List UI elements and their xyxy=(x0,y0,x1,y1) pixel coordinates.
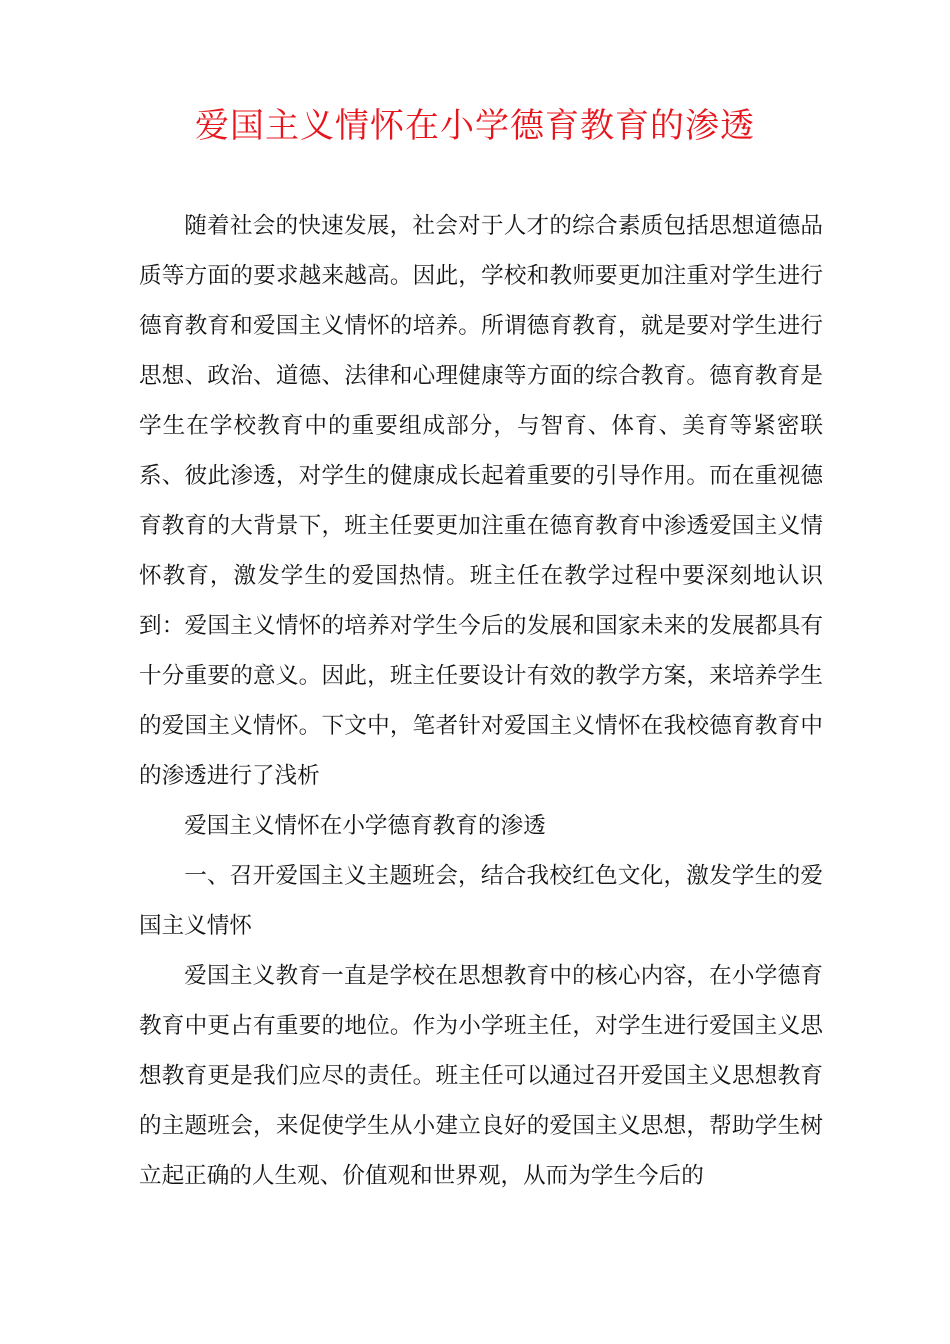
paragraph-subtitle: 爱国主义情怀在小学德育教育的渗透 xyxy=(184,813,546,839)
document-body xyxy=(139,201,823,1201)
paragraph-intro: 随着社会的快速发展，社会对于人才的综合素质包括思想道德品质等方面的要求越来越高。因此，学校和教师要更加注重对学生进行德育教育和爱国主义情怀的培养。所谓德育教育，就是要对学生进行思想、政治、道德、法律和心理健康等方面的综合教育。德育教育是学生在学校教育中的重要组成部分，与智育、体育、美育等紧密联系、彼此渗透，对学生的健康成长起着重要的引导作用。而在重视德育教育的大背景下，班主任要更加注重在德育教育中渗透爱国主义情怀教育，激发学生的爱国热情。班主任在教学过程中要深刻地认识到：爱国主义情怀的培养对学生今后的发展和国家未来的发展都具有十分重要的意义。因此，班主任要设计有效的教学方案，来培养学生的爱国主义情怀。下文中，笔者针对爱国主义情怀在我校德育教育中的渗透进行了浅析 xyxy=(139,213,823,789)
document-title: 爱国主义情怀在小学德育教育的渗透 xyxy=(195,106,755,146)
paragraph-section-1: 爱国主义教育一直是学校在思想教育中的核心内容，在小学德育教育中更占有重要的地位。作为小学班主任，对学生进行爱国主义思想教育更是我们应尽的责任。班主任可以通过召开爱国主义思想教育的主题班会，来促使学生从小建立良好的爱国主义思想，帮助学生树立起正确的人生观、价值观和世界观，从而为学生今后的 xyxy=(139,963,823,1189)
section-heading-1: 一、召开爱国主义主题班会，结合我校红色文化，激发学生的爱国主义情怀 xyxy=(139,863,823,939)
